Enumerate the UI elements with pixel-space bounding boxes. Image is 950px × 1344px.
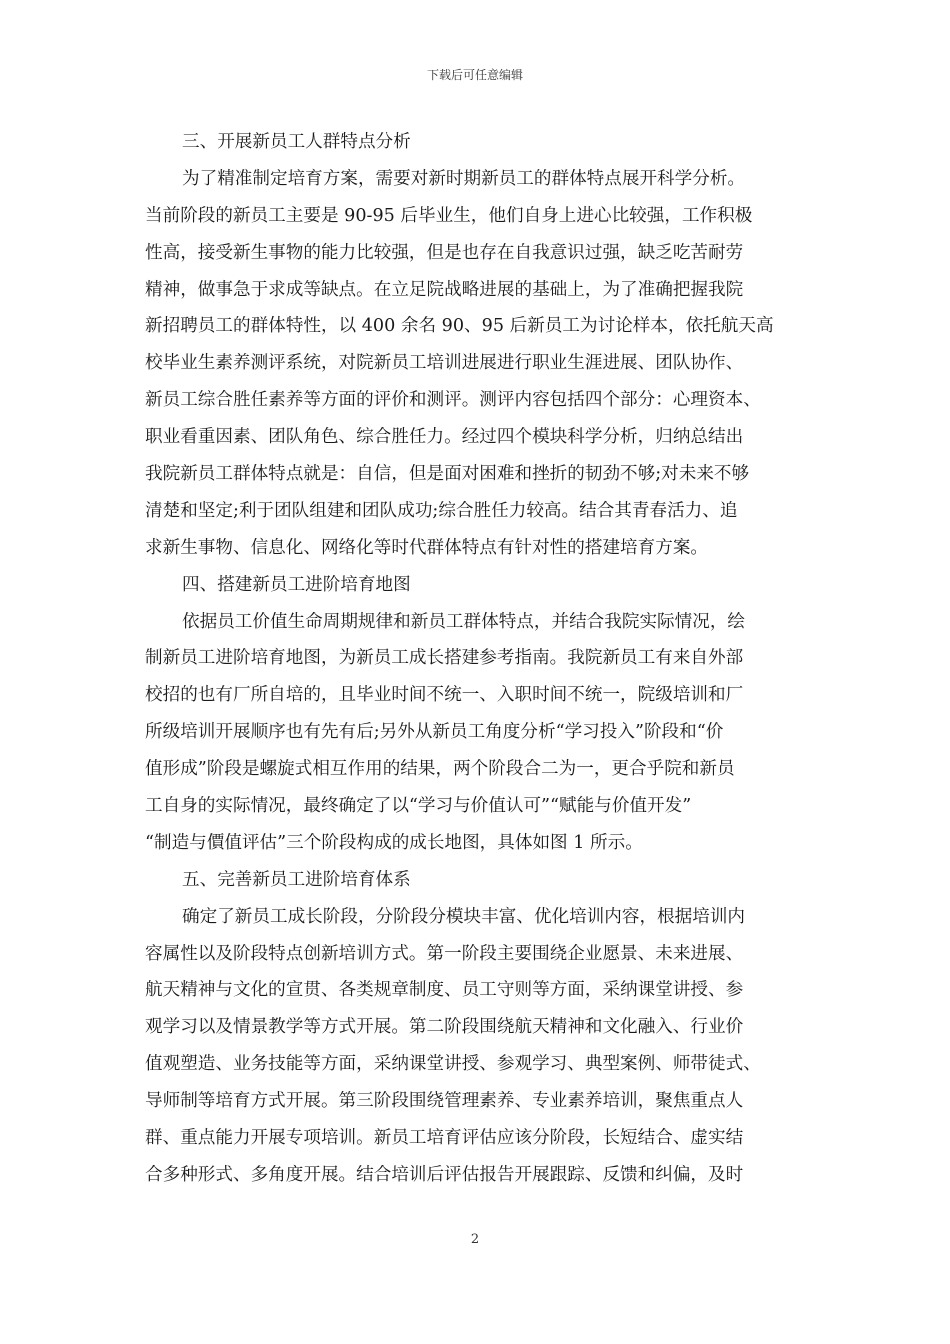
paragraph-line: “制造与價值评估”三个阶段构成的成长地图，具体如图 1 所示。: [145, 832, 643, 853]
paragraph-line: 合多种形式、多角度开展。结合培训后评估报告开展跟踪、反馈和纠偏，及时: [145, 1164, 744, 1185]
paragraph-first-line: 确定了新员工成长阶段，分阶段分模块丰富、优化培训内容，根据培训内: [182, 906, 746, 927]
paragraph-line: 职业看重因素、团队角色、综合胜任力。经过四个模块科学分析，归纳总结出: [145, 427, 744, 448]
paragraph-first-line: 依据员工价值生命周期规律和新员工群体特点，并结合我院实际情况，绘: [182, 611, 746, 632]
paragraph-line: 新招聘员工的群体特性，以 400 余名 90、95 后新员工为讨论样本，依托航天高: [145, 316, 774, 337]
paragraph-line: 观学习以及情景教学等方式开展。第二阶段围绕航天精神和文化融入、行业价: [145, 1017, 744, 1038]
paragraph-line: 求新生事物、信息化、网络化等时代群体特点有针对性的搭建培育方案。: [145, 537, 709, 558]
paragraph-line: 值形成”阶段是螺旋式相互作用的结果，两个阶段合二为一，更合乎院和新员: [145, 759, 735, 780]
paragraph-line: 新员工综合胜任素养等方面的评价和测评。测评内容包括四个部分：心理资本、: [145, 390, 761, 411]
page-header: 下载后可任意编辑: [426, 68, 523, 82]
paragraph-line: 群、重点能力开展专项培训。新员工培育评估应该分阶段，长短结合、虚实结: [145, 1128, 744, 1149]
paragraph-first-line: 为了精准制定培育方案，需要对新时期新员工的群体特点展开科学分析。: [182, 168, 746, 189]
paragraph-line: 导师制等培育方式开展。第三阶段围绕管理素养、专业素养培训，聚焦重点人: [145, 1091, 744, 1112]
paragraph-line: 精神，做事急于求成等缺点。在立足院战略进展的基础上，为了准确把握我院: [145, 279, 744, 300]
paragraph-line: 航天精神与文化的宣贯、各类规章制度、员工守则等方面，采纳课堂讲授、参: [145, 980, 744, 1001]
paragraph-line: 值观塑造、业务技能等方面，采纳课堂讲授、参观学习、典型案例、师带徒式、: [145, 1054, 761, 1075]
paragraph-line: 制新员工进阶培育地图，为新员工成长搭建参考指南。我院新员工有来自外部: [145, 648, 744, 669]
paragraph-line: 清楚和坚定;利于团队组建和团队成功;综合胜任力较高。结合其青春活力、追: [145, 500, 738, 521]
paragraph-first-line: 五、完善新员工进阶培育体系: [182, 869, 411, 890]
paragraph-line: 当前阶段的新员工主要是 90-95 后毕业生，他们自身上进心比较强，工作积极: [145, 205, 753, 226]
paragraph-line: 性高，接受新生事物的能力比较强，但是也存在自我意识过强，缺乏吃苦耐劳: [145, 242, 744, 263]
paragraph-line: 校招的也有厂所自培的，且毕业时间不统一、入职时间不统一，院级培训和厂: [145, 685, 744, 706]
paragraph-line: 校毕业生素养测评系统，对院新员工培训进展进行职业生涯进展、团队协作、: [145, 353, 744, 374]
paragraph-first-line: 四、搭建新员工进阶培育地图: [182, 574, 411, 595]
paragraph-line: 容属性以及阶段特点创新培训方式。第一阶段主要围绕企业愿景、未来进展、: [145, 943, 744, 964]
page-number: 2: [470, 1232, 480, 1247]
paragraph-line: 工自身的实际情况，最终确定了以“学习与价值认可”“赋能与价值开发”: [145, 796, 692, 817]
paragraph-line: 所级培训开展顺序也有先有后;另外从新员工角度分析“学习投入”阶段和“价: [145, 722, 724, 743]
document-body: [145, 124, 830, 1194]
paragraph-line: 我院新员工群体特点就是：自信，但是面对困难和挫折的韧劲不够;对未来不够: [145, 464, 750, 485]
paragraph-first-line: 三、开展新员工人群特点分析: [182, 132, 411, 152]
